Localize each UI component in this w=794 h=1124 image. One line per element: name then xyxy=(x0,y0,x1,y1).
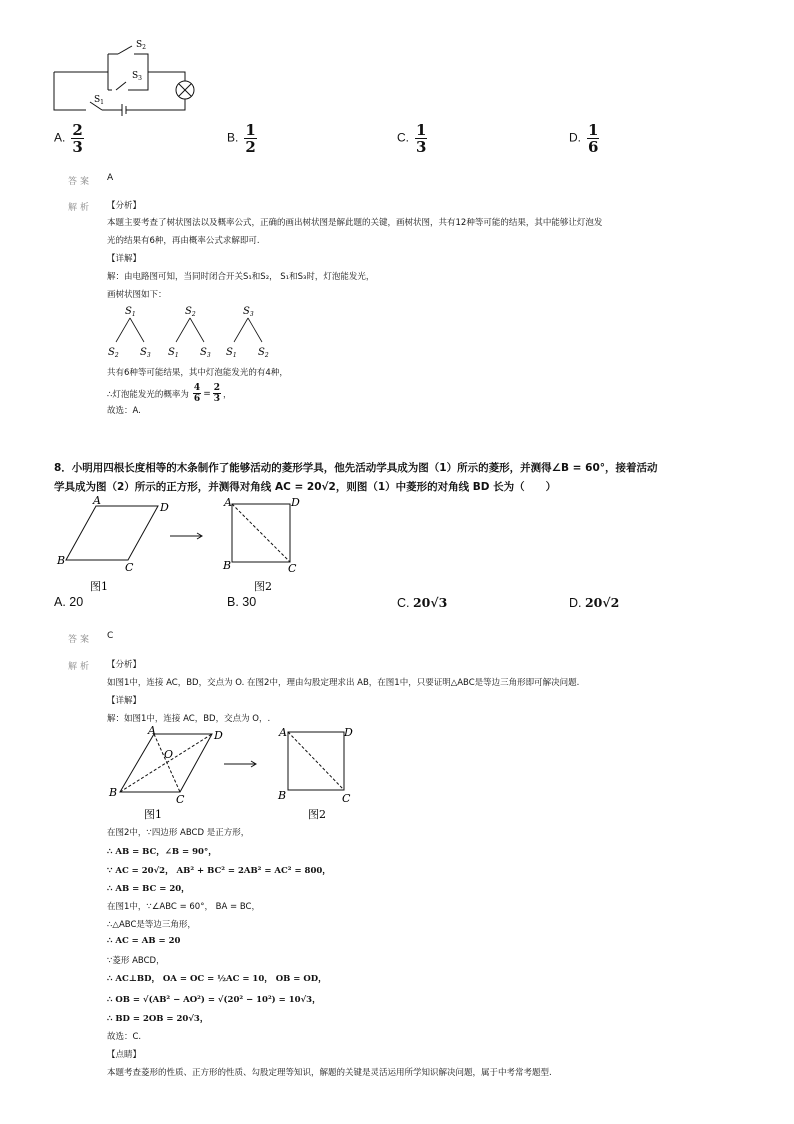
tree-leaf: $S_3$ xyxy=(200,347,211,359)
tree-root-2: $S_2$ xyxy=(185,306,196,318)
vertex-a: A xyxy=(279,726,287,739)
tree-leaf: $S_1$ xyxy=(226,347,237,359)
analysis-label: 解析 xyxy=(68,662,93,672)
tree-root-1: $S_1$ xyxy=(125,306,136,318)
solution-step: ∴ AC = AB = 20 xyxy=(107,936,181,946)
tree-leaf: $S_2$ xyxy=(258,347,269,359)
vertex-b: B xyxy=(278,789,287,802)
figure-2-caption: 图2 xyxy=(254,580,272,592)
answer-value: A xyxy=(107,173,114,183)
vertex-b: B xyxy=(223,559,232,572)
detail-heading: 【详解】 xyxy=(107,696,142,706)
analysis-heading: 【分析】 xyxy=(107,660,142,670)
detail-text-2: 画树状图如下： xyxy=(107,290,167,300)
analysis-label: 解析 xyxy=(68,203,93,213)
figure-1-caption: 图1 xyxy=(90,580,108,592)
detail-text-3: 共有6种等可能结果，其中灯泡能发光的有4种， xyxy=(107,368,288,378)
analysis-text: 如图1中，连接 AC，BD，交点为 O. 在图2中，理由勾股定理求出 AB，在图1中，只要证明△ABC是等边三角形即可解决问题. xyxy=(107,678,580,688)
vertex-b: B xyxy=(57,554,66,567)
solution-step: ∴ AC⊥BD， OA = OC = ½AC = 10， OB = OD， xyxy=(107,974,327,984)
key-point-heading: 【点睛】 xyxy=(107,1050,142,1060)
tree-leaf: $S_3$ xyxy=(140,347,151,359)
vertex-c: C xyxy=(342,792,351,805)
detail-text-1: 解：由电路图可知，当同时闭合开关S₁和S₂， S₁和S₃时，灯泡能发光， xyxy=(107,272,375,282)
vertex-c: C xyxy=(176,793,185,806)
vertex-d: D xyxy=(291,496,300,509)
vertex-o: O xyxy=(164,748,174,761)
choice-d[interactable]: D. $\frac{1}{6}$ xyxy=(569,121,599,156)
question-8-line-1: 8．小明用四根长度相等的木条制作了能够活动的菱形学具，他先活动学具成为图（1）所示的菱形，并测得∠B = 60°，接着活动 xyxy=(54,462,658,474)
solution-step: ∴ OB = √(AB² − AO²) = √(20² − 10²) = 10√3， xyxy=(107,995,321,1005)
vertex-b: B xyxy=(109,786,118,799)
figure-1-caption: 图1 xyxy=(144,808,162,820)
solution-figures xyxy=(104,724,364,820)
vertex-d: D xyxy=(344,726,353,739)
circuit-diagram xyxy=(50,36,210,118)
solution-step: ∵ AC = 20√2， AB² + BC² = 2AB² = AC² = 800， xyxy=(107,866,331,876)
answer-label: 答案 xyxy=(68,635,93,645)
choice-d[interactable]: D. 20√2 xyxy=(569,595,620,610)
switch-s1-label: $S_1$ xyxy=(94,95,104,106)
analysis-text-2: 光的结果有6种，再由概率公式求解即可. xyxy=(107,236,260,246)
analysis-text-1: 本题主要考查了树状图法以及概率公式，正确的画出树状图是解此题的关键，画树状图，共有12种等可能的结果，其中能够让灯泡发 xyxy=(107,218,603,228)
switch-s2-label: $S_2$ xyxy=(136,40,146,51)
switch-s3-label: $S_3$ xyxy=(132,71,142,82)
detail-conclusion: 故选：A. xyxy=(107,406,141,416)
solution-conclusion: 故选：C. xyxy=(107,1032,142,1042)
vertex-a: A xyxy=(148,724,156,737)
vertex-d: D xyxy=(214,729,223,742)
tree-leaf: $S_1$ xyxy=(168,347,179,359)
tree-leaf: $S_2$ xyxy=(108,347,119,359)
q8-figures xyxy=(52,496,312,592)
vertex-a: A xyxy=(224,496,232,509)
tree-root-3: $S_3$ xyxy=(243,306,254,318)
figure-2-caption: 图2 xyxy=(308,808,326,820)
detail-text: 解：如图1中，连接 AC，BD，交点为 O，. xyxy=(107,714,271,724)
tree-diagram xyxy=(104,302,284,362)
answer-label: 答案 xyxy=(68,177,93,187)
solution-step: ∴ AB = BC，∠B = 90°， xyxy=(107,847,217,857)
choice-c[interactable]: C. $\frac{1}{3}$ xyxy=(397,121,427,156)
choice-b[interactable]: B. 30 xyxy=(227,595,257,609)
key-point-text: 本题考查菱形的性质、正方形的性质、勾股定理等知识，解题的关键是灵活运用所学知识解决问题，属于中考常考题型. xyxy=(107,1068,552,1078)
answer-value: C xyxy=(107,631,114,641)
choice-b[interactable]: B. $\frac{1}{2}$ xyxy=(227,121,256,156)
solution-step: 在图1中，∵∠ABC = 60°， BA = BC， xyxy=(107,902,260,912)
analysis-heading: 【分析】 xyxy=(107,201,142,211)
choice-a[interactable]: A. $\frac{2}{3}$ xyxy=(54,121,83,156)
vertex-a: A xyxy=(93,496,101,507)
vertex-c: C xyxy=(125,561,134,574)
vertex-c: C xyxy=(288,562,297,575)
solution-step: ∵菱形 ABCD， xyxy=(107,956,165,966)
solution-step: 在图2中，∵四边形 ABCD 是正方形， xyxy=(107,828,250,838)
probability-line: ∴灯泡能发光的概率为 $\frac{4}{6}$ = $\frac{2}{3}$ ， xyxy=(107,383,232,404)
detail-heading: 【详解】 xyxy=(107,254,142,264)
choice-a[interactable]: A. 20 xyxy=(54,595,84,609)
choice-c[interactable]: C. 20√3 xyxy=(397,595,448,610)
question-8-line-2: 学具成为图（2）所示的正方形，并测得对角线 AC = 20√2，则图（1）中菱形的对角线 BD 长为（ ） xyxy=(54,481,557,493)
solution-step: ∴△ABC是等边三角形， xyxy=(107,920,196,930)
solution-step: ∴ AB = BC = 20， xyxy=(107,884,190,894)
vertex-d: D xyxy=(160,501,169,514)
solution-step: ∴ BD = 2OB = 20√3， xyxy=(107,1014,209,1024)
